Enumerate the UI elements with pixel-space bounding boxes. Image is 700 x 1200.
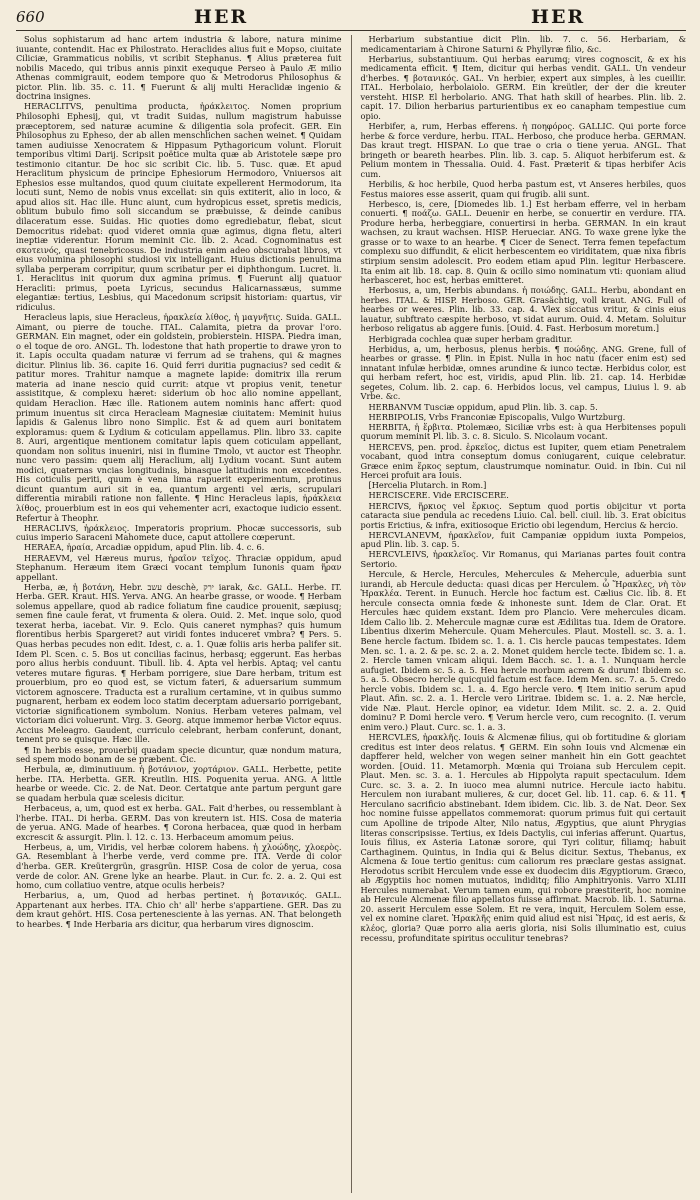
dictionary-entry: Solus sophistarum ad hanc artem industria & labore, natura minime iuuante, contendit. Hac ex Philostrato. Heraclides alius fuit e Mopso, ciuitate Ciliciæ, Grammaticus nobilis, vt scribit Stephanus. ¶ Alius præterea fuit nobilis Macedo, qui tribus annis pinxit exequque Perseo à Paulo Æ milio Athenas commigrauit, eodem tempore quo & Metrodorus Philosophus & pictor. Plin. lib. 35. c. 11. ¶ Fuerunt & alij multi Heraclidæ ingenio & doctrina insignes. <box>16 35 342 102</box>
text-columns <box>16 35 686 1193</box>
dictionary-entry: HERBIPOLIS, Vrbs Franconiæ Episcopalis, Vulgo Wurtzburg. <box>368 411 626 422</box>
dictionary-entry: [Hercelia Plutarch. in Rom.] <box>368 480 487 491</box>
dictionary-entry: HERCVLES, ἡρακλῆς. Iouis & Alcmenæ filius, qui ob fortitudine & gloriam creditus est inter deos relatus. ¶ GERM. Ein sohn Iouis vnd Alcmenæ ein dapfferer held, welcher von wegen seiner manheit hin ein Gott geachtet worden. [Ouid. 11. Metamorph. Mœnia qui Troiana sub Herculem cepit. Plaut. Men. sc. 3. a. 1. Hercules ab Hippolyta rapuit spectaculum. Idem Curc. sc. 3. a. 2. In iuoco mea alumni nutrice. Hercule iacto habitu. Herculem non iurabant mulieres, & cur, docet Gel. lib. 11. cap. 6. & 11. ¶ Herculano sacrificio abstinebant. Idem ibidem. Cic. lib. 3. de Nat. Deor. Sex hoc nomine fuisse appellatos commemorat: quorum primus fuit qui certauit cum Apolline de tripode Alter, Nilo natus, Ægyptius, que aiunt Phrygias literas conscripsisse. Tertius, ex Ideis Dactylis, cui inferias afferunt. Quartus, Iouis filius, ex Asteria Latonæ sorore, qui Tyri colitur, filiamq; habuit Carthaginem. Quintus, in India qui & Belus dicitur. Sextus, Thebanus, ex Alcmena & Ioue tertio genitus: cum caliorum res præclare gestas assignat. Herodotus scribit Herculem vnde esse ex duodecim diis Ægyptiorum. Græco, ab Ægyptiis hoc nomen mutuatos, indiditq; filio Amphitryonis. Varro XLIII Hercules numerabat. Verum tamen eum, qui robore præstiterit, hoc nomine ab Hercule Alcmenæ filio appellatos fuisse affirmat. Macrob. lib. 1. Saturna. 20. asserit Herculem esse Solem. Et re vera, inquit, Herculem Solem esse, vel ex nomine claret. Ἡρακλῆς enim quid aliud est nisi Ἥρας, id est aeris, & κλέος, gloria? Quæ porro alia aeris gloria, nisi Solis illuminatio est, cuius recessu, profunditate spiritus occulitur tenebras? <box>360 732 686 943</box>
dictionary-entry: HERCVLANEVM, ἡρακλεῖον, fuit Campaniæ oppidum iuxta Pompeios, apud Plin. lib. 3. cap. 5. <box>360 529 686 550</box>
dictionary-entry: Herbesco, is, cere, [Diomedes lib. 1.] Est herbam efferre, vel in herbam conuerti. ¶ ποάζω. GALL. Deuenir en herbe, se conuertir en verdure. ITA. Produre herba, herbeggiare, conuertirsi in herba. GERMAN. In ein kraut wachsen, zu kraut wachsen. HISP. Herueciar. ANG. To waxe grene lyke the grasse or to waxe to an hearbe. ¶ Cicer de Senect. Terra femen tepefactum complexu suo diffundit, & elicit herbescentem eo viriditatem, quæ nixa fibris stirpium sensim adolescit. Pro eodem etiam apud Plin. legitur Herbascere. Ita enim ait lib. 18. cap. 8. Quin & ocillo simo nominatum vti: quoniam aliud herbasceret, hoc est, herbas emitteret. <box>360 198 686 286</box>
dictionary-entry: HERBANVM Tusciæ oppidum, apud Plin. lib. 3. cap. 5. <box>368 401 598 412</box>
dictionary-entry: HERBITA, ἡ ἕρβιτα. Ptolemæo, Siciliæ vrbs est: à qua Herbitenses populi quorum meminit Pl. lib. 3. c. 8. Siculo. S. Nicolaum vocant. <box>360 421 686 442</box>
dictionary-entry: HERCEVS, pen. prod. ἑρκεῖος, dictus est Iupiter, quem etiam Penetralem vocabant, quod intra conseptum domus coniugarent, cuique celebratur. Græce enim ἕρκος septum, claustrumque nominatur. Ouid. in Ibin. Cui nil Hercei profuit ara Iouis. <box>360 441 686 481</box>
dictionary-entry: Herbarium substantiue dicit Plin. lib. 7. c. 56. Herbariam, & medicamentariam à Chirone Saturni & Phyllyræ filio, &c. <box>360 35 686 54</box>
page-header <box>16 6 686 31</box>
dictionary-entry: HERACLITVS, penultima producta, ἡράκλειτος. Nomen proprium Philosophi Ephesij, qui, vt tradit Suidas, nullum magistrum habuisse præceptorem, sed naturæ acumine & diligentia sola profecit. GER. Ein Philosophus zu Epheso, der ab allen menschlichen sachen weinet. ¶ Quidam tamen audiuisse Xenocratem & Hippasum Pythagoricum volunt. Floruit temporibus vltimi Darij. Scripsit poëtice multa quæ ab Aristotele sæpe pro testimonio citantur. De hoc sic scribit Cic. lib. 5. Tusc. quæ. Et apud Heraclitum physicum de principe Ephesiorum Hermodoro, Vniuersos ait Ephesios esse multandos, quod quum ciuitate expellerent Hermodorum, ita locuti sunt, Nemo de nobis vnus excellat: sin quis extiterit, alio in loco, & apud alios sit. Hac ille. Hunc aiunt, cum hydropicus esset, spretis medicis, oblitum bubulo fimo soli siccandum se præbuisse, & deinde canibus dilaceratum esse. Suidas. Hic quoties domo egrediebatur, flebat, sicut Democritus ridebat: quod videret omnia quæ agimus, digna fletu, alteri ineptiæ viderentur. Horum meminit Cic. lib. 2. Acad. Cognominatus est σκοτεινός, quasi tenebricosus. De industria enim adeo obscurabat libros, vt eius volumina philosophi studiosi vix intelligant. Huius dictionis penultima syllaba perperam corripitur, quum scribatur per ei diphthongum. Lucret. li. 1. Heraclitus init quorum dux agmina primus. ¶ Fuerunt alij quatuor Heracliti: primus, poeta Lyricus, secundus Halicarnassæus, summe elegantiæ: tertius, Lesbius, qui Macedonum scripsit historiam: quartus, vir ridiculus. <box>16 101 342 312</box>
dictionary-entry: HERCIVS, ἥρκιος vel ἕρκιος. Septum quod portis obijcitur vt porta cataracta siue pendula ac recedens Liuio. Cal. bell. ciuil. lib. 3. Erat obicitus portis Erictius, & infra, exitiosoque Erictio obi legendum, Hercius & hercio. <box>360 500 686 530</box>
page-number: 660 <box>16 8 45 26</box>
dictionary-entry: HERAEVM, vel Hæreus murus, ἡραῖον τεῖχος. Thraciæ oppidum, apud Stephanum. Heræum item Græci vocant templum Iunonis quam ἥραν appellant. <box>16 552 342 582</box>
dictionary-entry: HERAEA, ἡραία, Arcadiæ oppidum, apud Plin. lib. 4. c. 6. <box>24 542 265 553</box>
dictionary-entry: Herbosus, a, um, Herbis abundans. ἡ ποιώδης. GALL. Herbu, abondant en herbes. ITAL. & HISP. Herboso. GER. Grasächtig, voll kraut. ANG. Full of hearbes or weeres. Plin. lib. 33. cap. 4. Vlex siccatus vritur, & cinis eius lauatur, subftrato cæspite herboso, vt sidat aurum. Ouid. 4. Metam. Soluitur herboso religatus ab aggere funis. [Ouid. 4. Fast. Herbosum moretum.] <box>360 285 686 334</box>
dictionary-entry: ¶ In herbis esse, prouerbij quadam specie dicuntur, quæ nondum matura, sed spem modo bonam de se præbent. Cic. <box>16 744 342 765</box>
dictionary-entry: Hercule, & Hercle, Hercules, Mehercules & Mehercule, aduerbia sunt iurandi, ab Hercule deducta: quasi dicas per Herculem. ὦ Ἥρακλες, νὴ τὸν Ἡρακλέα. Terent. in Eunuch. Hercle hoc factum est. Cælius Cic. lib. 8. Et hercule consecta omnia fœde & inhoneste sunt. Idem de Clar. Orat. Et Hercules hæc quidem exstant. Idem pro Plancio. Vere mehercules dicam. Idem Calio lib. 2. Mehercule magnæ curæ est Ædilitas tua. Idem de Oratore. Libentius dixerim Mehercule. Quam Mehercules. Plaut. Mostell. sc. 3. a. 1. Bene hercle factum. Ibidem sc. 1. a. 1. Cis hercle paucas tempestates. Idem Men. sc. 1. a. 2. & pe. sc. 2. a. 2. Monet quidem hercle tecte. Ibidem sc. 1. a. 2. Hercle tamen vnicam aliqui. Idem Bacch. sc. 1. a. 1. Nunquam hercle aufugiet. Ibidem sc. 5. a. 5. Heu hercle morbum acrem & durum! Ibidem sc. 5. a. 5. Obsecro hercle quicquid factum est face. Idem Men. sc. 7. a. 5. Credo hercle vobis. Ibidem sc. 1. a. 4. Ego hercle vero. ¶ Item initio serum apud Plaut. Afin. sc. 2. a. 1. Hercle vero Liritrae. Ibidem sc. 1. a. 2. Næ hercle, vide Næ. Plaut. Hercle opinor, ea videtur. Idem Milit. sc. 2. a. 2. Quid dominu? P. Domi hercle vero. ¶ Verum hercle vero, cum recognito. (I. verum enim vero.) Plaut. Curc. sc. 1. a. 3. <box>360 569 686 732</box>
dictionary-entry: Herba, æ, ἡ βοτάνη, Hebr. עשב deschè, ירק iarak, &c. GALL. Herbe. IT. Herba. GER. Kraut. HIS. Yerva. ANG. An hearbe grasse, or woode. ¶ Herbam solemus appellare, quod ab radice foliatum fine caudice prouenit, sæpiusq; semen fine caule ferat, vt frumenta & olera. Ouid. 2. Met. inque solo, quod texerat herba, iacebat. Vir. 9. Eclo. Quis caneret nymphas? quis humum florentibus herbis Spargeret? aut viridi fontes induceret vmbra? ¶ Pers. 5. Quas herbas pecudes non edit. Idest, c. a. 1. Quæ foliis aris herba palifer sit. Idem Pl. Scen. c. 5. Bos ut concilias facinus, herbasq; eggerunt. Eas herbas poro alius herbis conduunt. Tibull. lib. 4. Apta vel herbis. Aptaq; vel cantu veteres mutare figuras. ¶ Herbam porrigere, siue Dare herbam, tritum est prouerbium, pro eo quod est, se victum fateri, & aduersarium summum victorem agnoscere. Traducta est a ruralium certamine, vt in quibus summo pugnarent, herbam ex eodem loco statim decerptam aduersario porrigebant, victoriæ significationem symbolum. Nonius. Herbam veteres palmam, vel victoriam dici voluerunt. Virg. 3. Georg. atque immemor herbæ Victor equus. Accius Meleagro. Gaudent, curriculo celebrant, herbam conferunt, donant, tenent pro se quisque. Hæc ille. <box>16 581 342 745</box>
dictionary-entry: HERCISCERE. Vide ERCISCERE. <box>368 490 509 501</box>
dictionary-entry: Herbilis, & hoc herbile, Quod herba pastum est, vt Anseres herbiles, quos Festus maiores esse asserit, quam qui frugib. alii sunt. <box>360 178 686 199</box>
right-column <box>360 35 686 1193</box>
dictionary-entry: Herbarius, substantiuum. Qui herbas earumq; vires cognoscit, & ex his medicamenta efficit. ¶ Item, dicitur qui herbas vendit. GALL. Un vendeur d'herbes. ¶ βοτανικός. GAL. Vn herbier, expert aux simples, à les cueillir. ITAL. Herbolaio, herbolaiolo. GERM. Ein kreütler, der der die kreuter versteht. HISP. El herbolario. ANG. That hath skill of hearbes. Plin. lib. 2. capit. 17. Dilion herbarius parturientibus ex eo canapham tempestiue cum opio. <box>360 53 686 121</box>
dictionary-entry: Herbarius, a, um, Quod ad herbas pertinet. ἡ βοτανικός. GALL. Appartenant aux herbes. ITA. Chio ch' all' herbe s'appartiene. GER. Das zu dem kraut gehört. HIS. Cosa pertenesciente à las yernas. AN. That belongeth to hearbes. ¶ Inde Herbaria ars dicitur, qua herbarum vires dignoscim. <box>16 890 342 929</box>
dictionary-entry: Herbidus, a, um, herbosus, plenus herbis. ¶ ποώδης. ANG. Grene, full of hearbes or grasse. ¶ Plin. in Epist. Nulla in hoc natu (facer enim est) sed innatant infulæ herbidæ, omnes arundine & iunco tectæ. Herbidus color, est qui herbam refert, hoc est, viridis, apud Plin. lib. 21. cap. 14. Herbidæ segetes, Colum. lib. 2. cap. 6. Herbidos locus, vel campus, Liuius l. 9. ab Vrbe. &c. <box>360 343 686 402</box>
dictionary-entry: Herbeus, a, um, Viridis, vel herbæ colorem habens. ἡ χλοώδης, χλοερὸς. GA. Resemblant à l'herbe verde, verd comme pre. ITA. Verde di color d'herba. GER. Kreütergrün, grasgrün. HISP. Cosa de color de yerua, cosa verde de color. AN. Grene lyke an hearbe. Plaut. in Cur. fc. 2. a. 2. Qui est homo, cum collatiuo ventre, atque oculis herbeis? <box>16 841 342 891</box>
dictionary-entry: Heracleus lapis, siue Heracleus, ἡρακλεία λίθος, ἡ μαγνῆτις. Suida. GALL. Aimant, ou pierre de touche. ITAL. Calamita, pietra da provar l'oro. GERMAN. Ein magnet, oder ein goldstein, probierstein. HISPA. Piedra iman, o el toque de oro. ANGL. Th. lodestone that hath propertie to drawe yron to it. Lapis occulta quadam naturæ vi ferrum ad se trahens, qui & magnes dicitur. Plinius lib. 36. capite 16. Quid ferri duritia pugnacius? sed cedit & patitur mores. Trahitur namque a magnete lapide: domitrix illa rerum materia ad inane nescio quid currit: atque vt propius venit, tenetur assistitque, & complexu hæret: siderium ob hoc alio nomine appellant, quidam Heraclion. Hæc ille. Rationem autem nominis hanc affert: quod primum inuentus sit circa Heracleam Magnesiæ ciuitatem: Meminit huius lapidis & Galenus libro nono Simplic. Est & ad quem auri bonitatem exploramus: quem & Lydium & coticulam appellamus. Plin. libro 33. capite 8. Auri, argentique mentionem comitatur lapis quem coticulam appellant, quondam non solitus inueniri, nisi in flumine Tmolo, vt auctor est Theophr. nunc vero passim: quem alij Heraclium, alij Lydium vocant. Sunt autem modici, quaternas vncias longitudinis, binasque latitudinis non excedentes. His coticulis periti, quum è vena lima rapuerit experimentum, protinus dicunt quantum auri sit in ea, quantum argenti vel æris, scrupulari differentia mirabili ratione non fallente. ¶ Hinc Heracleus lapis, ἡράκλεια λίθος, prouerbium est in eos qui vehementer acri, exactoque iudicio essent. Refertur à Theophr. <box>16 312 342 523</box>
dictionary-entry: Herbigrada cochlea quæ super herbam graditur. <box>368 333 573 344</box>
running-head-left: HER <box>194 6 249 28</box>
dictionary-entry: HERACLIVS, ἡράκλειος. Imperatoris proprium. Phocæ successoris, sub cuius imperio Saraceni Mahomete duce, caput attollere cœperunt. <box>16 522 342 543</box>
dictionary-entry: Herbifer, a, rum, Herbas efferens. ἡ ποηφόρος. GALLIC. Qui porte force herbe & force verdure, herbu. ITAL. Herboso, che produce herba. GERMAN. Das kraut tregt. HISPAN. Lo que trae o cria o tiene yerua. ANGL. That bringeth or beareth hearbes. Plin. lib. 3. cap. 5. Aliquot herbiferum est. & Pelium montem in Thessalia. Ouid. 4. Fast. Præterit & tipas herbifer Acis cum. <box>360 121 686 179</box>
dictionary-entry: Herbula, æ, diminutiuum. ἡ βοτάνιον, χορτάριον. GALL. Herbette, petite herbe. ITA. Herbetta. GER. Kreutlin. HIS. Poquenita yerua. ANG. A little hearbe or weede. Cic. 2. de Nat. Deor. Certatque ante partum pergunt gare se quadam herbula quæ scelesis dicitur. <box>16 764 342 803</box>
dictionary-entry: Herbaceus, a, um, quod est ex herba. GAL. Fait d'herbes, ou ressemblant à l'herbe. ITAL. Di herba. GERM. Das von kreutern ist. HIS. Cosa de materia de yerua. ANG. Made of hearbes. ¶ Corona herbacea, quæ quod in herbam excrescit & assurgit. Plin. l. 12. c. 13. Herbaceum amomum peius. <box>16 803 342 842</box>
running-head-right: HER <box>531 6 586 28</box>
column-divider <box>351 35 352 1193</box>
dictionary-entry: HERCVLEIVS, ἡρακλεῖος. Vir Romanus, qui Marianas partes fouit contra Sertorio. <box>360 549 686 570</box>
left-column <box>16 35 342 1193</box>
